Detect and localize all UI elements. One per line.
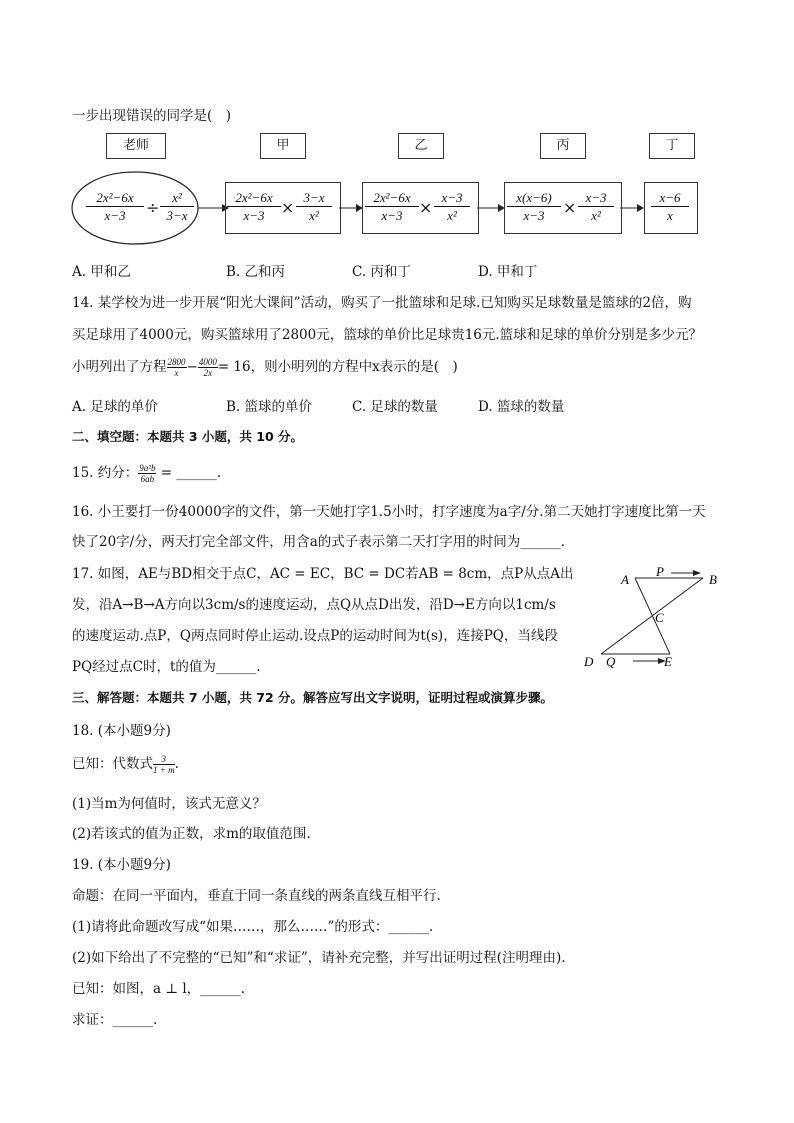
fig-label-d: D (584, 654, 594, 669)
bing-frac2: x−3 x² (578, 189, 614, 224)
q19-given: 已知：如图，a ⊥ l，______. (72, 981, 245, 997)
q18-frac: $\frac{3}{1 + m}$ (153, 754, 175, 775)
q17-line2: 发，沿A→B→A方向以3cm/s的速度运动，点Q从点D出发，沿D→E方向以1cm/s (72, 597, 556, 613)
teacher-frac1: 2x²−6x x−3 (86, 189, 144, 224)
fig-label-p: P (656, 564, 664, 579)
q14-option-a: A. 足球的单价 (72, 399, 158, 415)
yi-frac1: 2x²−6x x−3 (365, 189, 419, 224)
q17-line3: 的速度运动.点P，Q两点同时停止运动.设点P的运动时间为t(s)，连接PQ，当线段 (72, 628, 558, 644)
bing-frac1: x(x−6) x−3 (507, 189, 561, 224)
fig-label-a: A (621, 572, 629, 587)
q14-option-b: B. 篮球的单价 (226, 399, 313, 415)
q17-line4: PQ经过点C时，t的值为______. (72, 659, 261, 675)
jia-op: × (281, 198, 295, 217)
fig-label-q: Q (606, 654, 616, 669)
section-3-heading: 三、解答题：本题共 7 小题，共 72 分。解答应写出文字说明，证明过程或演算步骤。 (72, 690, 554, 705)
bing-op: × (563, 198, 577, 217)
q17-figure (575, 560, 735, 675)
label-bing: 丙 (540, 133, 586, 159)
label-jia: 甲 (260, 133, 306, 159)
label-ding: 丁 (649, 133, 695, 159)
q14-frac1: $\frac{2800}{x}$ (167, 357, 186, 378)
q14-option-c: C. 足球的数量 (352, 399, 438, 415)
q13-option-d: D. 甲和丁 (478, 264, 538, 280)
q18-given: 已知：代数式 $\frac{3}{1 + m}$ . (72, 754, 179, 775)
q14-option-d: D. 篮球的数量 (478, 399, 565, 415)
label-yi: 乙 (398, 133, 444, 159)
q14-line3: 小明列出了方程 $\frac{2800}{x}$ − $\frac{4000}{2x}$ = 16，则小明列的方程中x表示的是( ) (72, 357, 458, 378)
section-2-heading: 二、填空题：本题共 3 小题，共 10 分。 (72, 429, 304, 444)
yi-frac2: x−3 x² (434, 189, 470, 224)
ding-frac: x−6 x (651, 189, 689, 224)
fig-label-b: B (709, 572, 717, 587)
q13-option-a: A. 甲和乙 (72, 264, 131, 280)
q18-part1: (1)当m为何值时，该式无意义？ (72, 796, 266, 812)
q16-line1: 16. 小王要打一份40000字的文件，第一天她打字1.5小时，打字速度为a字/分.第二天她打字速度比第一天 (72, 504, 706, 520)
q19-prove: 求证：______. (72, 1012, 158, 1028)
q19-part2: (2)如下给出了不完整的“已知”和“求证”，请补充完整，并写出证明过程(注明理由). (72, 950, 566, 966)
q18-head: 18. (本小题9分) (72, 723, 171, 739)
q13-tail: 一步出现错误的同学是( ) (72, 108, 232, 124)
q13-option-c: C. 丙和丁 (352, 264, 411, 280)
fig-label-e: E (664, 654, 672, 669)
q17-line1: 17. 如图，AE与BD相交于点C，AC = EC，BC = DC若AB = 8cm，点P从点A出 (72, 566, 574, 582)
jia-frac2: 3−x x² (296, 189, 332, 224)
q13-option-b: B. 乙和丙 (226, 264, 286, 280)
q16-line2: 快了20字/分，两天打完全部文件，用含a的式子表示第二天打字用的时间为______. (72, 534, 566, 550)
q14-frac2: $\frac{4000}{2x}$ (198, 357, 217, 378)
fig-label-c: C (655, 610, 664, 625)
q19-head: 19. (本小题9分) (72, 857, 171, 873)
label-teacher: 老师 (106, 133, 166, 159)
yi-op: × (419, 198, 433, 217)
teacher-frac2: x² 3−x (160, 189, 194, 224)
q18-part2: (2)若该式的值为正数，求m的取值范围. (72, 826, 311, 842)
jia-frac1: 2x²−6x x−3 (227, 189, 281, 224)
q19-statement: 命题：在同一平面内，垂直于同一条直线的两条直线互相平行. (72, 888, 441, 904)
q14-line1: 14. 某学校为进一步开展“阳光大课间”活动，购买了一批篮球和足球.已知购买足球数量是篮球的2倍，购 (72, 295, 692, 311)
q15: 15. 约分： $\frac{\text{9a²b}}{6ab}$ = ______. (72, 463, 222, 484)
q14-line2: 买足球用了4000元，购买篮球用了2800元，篮球的单价比足球贵16元.篮球和足球的单价分别是多少元？ (72, 327, 703, 343)
q19-part1: (1)请将此命题改写成“如果……，那么……”的形式：______. (72, 919, 434, 935)
teacher-op: ÷ (146, 198, 160, 217)
q15-frac: $\frac{\text{9a²b}}{6ab}$ (139, 463, 156, 484)
